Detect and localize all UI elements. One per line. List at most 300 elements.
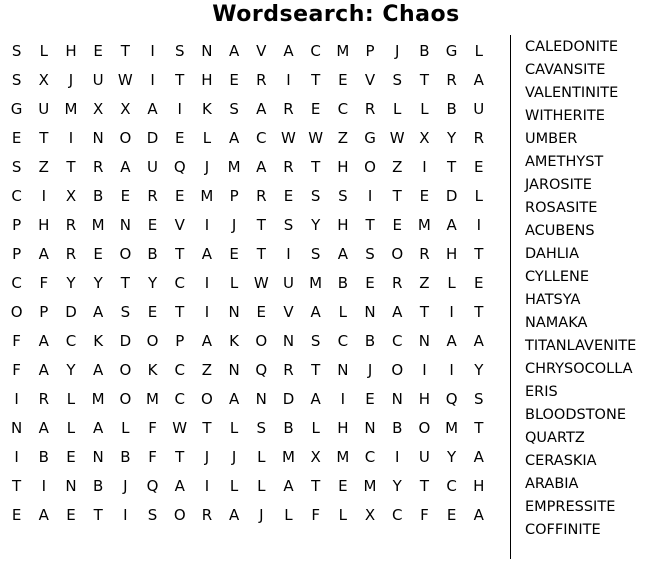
grid-cell[interactable]: Y [474, 361, 484, 379]
grid-cell[interactable]: Y [447, 448, 457, 466]
grid-cell[interactable]: K [229, 332, 240, 350]
grid-cell[interactable]: Y [311, 216, 321, 234]
grid-cell[interactable]: T [311, 71, 321, 89]
grid-cell[interactable]: T [256, 245, 266, 263]
grid-cell[interactable]: C [174, 390, 185, 408]
grid-cell[interactable]: O [119, 361, 132, 379]
grid-cell[interactable]: Z [392, 158, 403, 176]
grid-cell[interactable]: E [66, 448, 76, 466]
grid-cell[interactable]: N [228, 303, 240, 321]
grid-cell[interactable]: I [476, 216, 481, 234]
grid-cell[interactable]: E [174, 129, 185, 147]
grid-cell[interactable]: T [447, 158, 457, 176]
grid-cell[interactable]: R [446, 71, 457, 89]
grid-cell[interactable]: A [228, 390, 240, 408]
grid-cell[interactable]: E [229, 71, 239, 89]
grid-cell[interactable]: N [364, 419, 376, 437]
grid-cell[interactable]: J [204, 448, 210, 466]
grid-cell[interactable]: U [473, 100, 485, 118]
grid-cell[interactable]: T [93, 506, 103, 524]
grid-cell[interactable]: U [282, 274, 294, 292]
grid-cell[interactable]: P [12, 216, 22, 234]
grid-cell[interactable]: L [229, 419, 239, 437]
grid-cell[interactable]: W [253, 274, 269, 292]
grid-cell[interactable]: C [174, 361, 185, 379]
grid-cell[interactable]: P [175, 332, 185, 350]
grid-cell[interactable]: R [92, 158, 104, 176]
grid-cell[interactable]: I [41, 187, 46, 205]
grid-cell[interactable]: T [311, 158, 321, 176]
grid-cell[interactable]: F [148, 448, 157, 466]
grid-cell[interactable]: C [337, 332, 349, 350]
grid-cell[interactable]: M [91, 216, 105, 234]
grid-cell[interactable]: D [119, 332, 132, 350]
grid-cell[interactable]: A [147, 100, 158, 118]
grid-cell[interactable]: E [147, 303, 158, 321]
grid-cell[interactable]: T [202, 419, 212, 437]
grid-cell[interactable]: T [12, 477, 22, 495]
grid-cell[interactable]: Y [93, 274, 103, 292]
grid-cell[interactable]: Q [255, 361, 268, 379]
grid-cell[interactable]: A [38, 332, 49, 350]
grid-cell[interactable]: L [393, 100, 402, 118]
grid-cell[interactable]: T [365, 216, 375, 234]
grid-cell[interactable]: A [283, 477, 294, 495]
grid-cell[interactable]: E [446, 506, 457, 524]
grid-cell[interactable]: D [65, 303, 77, 321]
grid-cell[interactable]: O [418, 419, 431, 437]
grid-cell[interactable]: S [310, 332, 321, 350]
grid-cell[interactable]: E [392, 216, 402, 234]
grid-cell[interactable]: C [11, 187, 22, 205]
grid-cell[interactable]: C [337, 100, 349, 118]
grid-cell[interactable]: J [367, 361, 373, 379]
grid-cell[interactable]: S [147, 506, 158, 524]
grid-cell[interactable]: I [286, 71, 291, 89]
grid-cell[interactable]: X [65, 187, 77, 205]
grid-cell[interactable]: T [392, 187, 402, 205]
grid-cell[interactable]: R [38, 390, 49, 408]
grid-cell[interactable]: E [310, 100, 321, 118]
grid-cell[interactable]: Z [337, 129, 348, 147]
grid-cell[interactable]: M [146, 390, 159, 408]
grid-cell[interactable]: I [150, 42, 155, 60]
grid-cell[interactable]: A [256, 158, 267, 176]
grid-cell[interactable]: W [281, 129, 296, 147]
grid-cell[interactable]: M [64, 100, 78, 118]
grid-cell[interactable]: M [336, 42, 350, 60]
grid-cell[interactable]: A [310, 303, 321, 321]
grid-cell[interactable]: C [174, 274, 185, 292]
grid-cell[interactable]: A [256, 100, 267, 118]
grid-cell[interactable]: Q [146, 477, 159, 495]
grid-cell[interactable]: C [364, 448, 376, 466]
grid-cell[interactable]: U [147, 158, 159, 176]
grid-cell[interactable]: Y [447, 129, 457, 147]
grid-cell[interactable]: Z [419, 274, 430, 292]
grid-cell[interactable]: J [231, 216, 237, 234]
grid-cell[interactable]: N [92, 129, 104, 147]
grid-cell[interactable]: I [14, 448, 19, 466]
grid-cell[interactable]: D [445, 187, 458, 205]
grid-cell[interactable]: Y [392, 477, 402, 495]
grid-cell[interactable]: A [473, 448, 484, 466]
grid-cell[interactable]: N [92, 448, 104, 466]
grid-cell[interactable]: L [474, 42, 483, 60]
grid-cell[interactable]: L [229, 274, 239, 292]
grid-cell[interactable]: B [38, 448, 49, 466]
grid-cell[interactable]: R [473, 129, 484, 147]
grid-cell[interactable]: J [259, 506, 264, 524]
grid-cell[interactable]: I [41, 477, 46, 495]
grid-cell[interactable]: M [91, 390, 105, 408]
grid-cell[interactable]: X [38, 71, 49, 89]
grid-cell[interactable]: T [120, 274, 130, 292]
grid-cell[interactable]: A [473, 71, 484, 89]
grid-cell[interactable]: V [283, 303, 294, 321]
grid-cell[interactable]: T [474, 303, 484, 321]
grid-cell[interactable]: N [337, 361, 349, 379]
grid-cell[interactable]: A [93, 303, 104, 321]
grid-cell[interactable]: S [283, 216, 294, 234]
grid-cell[interactable]: A [201, 245, 213, 263]
grid-cell[interactable]: Q [173, 158, 186, 176]
grid-cell[interactable]: L [257, 448, 266, 466]
grid-cell[interactable]: C [11, 274, 22, 292]
grid-cell[interactable]: N [10, 419, 23, 437]
grid-cell[interactable]: L [474, 187, 483, 205]
grid-cell[interactable]: A [93, 419, 104, 437]
grid-cell[interactable]: I [68, 129, 74, 147]
grid-cell[interactable]: W [389, 129, 405, 147]
grid-cell[interactable]: A [120, 158, 131, 176]
grid-cell[interactable]: E [256, 303, 267, 321]
grid-cell[interactable]: A [473, 506, 484, 524]
grid-cell[interactable]: I [204, 216, 210, 234]
grid-cell[interactable]: F [12, 361, 21, 379]
grid-cell[interactable]: B [392, 419, 403, 437]
grid-cell[interactable]: H [201, 71, 213, 89]
grid-cell[interactable]: G [10, 100, 23, 118]
grid-cell[interactable]: A [38, 245, 49, 263]
grid-cell[interactable]: S [392, 71, 402, 89]
grid-cell[interactable]: B [446, 100, 457, 118]
grid-cell[interactable]: J [204, 158, 210, 176]
grid-cell[interactable]: W [117, 71, 133, 89]
grid-cell[interactable]: R [65, 245, 77, 263]
grid-cell[interactable]: O [391, 361, 404, 379]
grid-cell[interactable]: I [449, 361, 454, 379]
grid-cell[interactable]: I [204, 274, 210, 292]
grid-cell[interactable]: A [228, 506, 240, 524]
grid-cell[interactable]: P [12, 245, 22, 263]
grid-cell[interactable]: S [174, 42, 185, 60]
grid-cell[interactable]: S [11, 42, 22, 60]
grid-cell[interactable]: E [283, 187, 294, 205]
grid-cell[interactable]: M [417, 216, 431, 234]
grid-cell[interactable]: H [418, 390, 431, 408]
grid-cell[interactable]: A [446, 332, 457, 350]
grid-cell[interactable]: T [175, 71, 185, 89]
grid-cell[interactable]: R [392, 274, 403, 292]
grid-cell[interactable]: E [11, 506, 22, 524]
grid-cell[interactable]: I [204, 477, 210, 495]
grid-cell[interactable]: C [391, 506, 403, 524]
grid-cell[interactable]: N [418, 332, 431, 350]
grid-cell[interactable]: Y [66, 361, 76, 379]
grid-cell[interactable]: B [147, 245, 158, 263]
grid-cell[interactable]: E [338, 71, 348, 89]
grid-cell[interactable]: R [364, 100, 376, 118]
grid-cell[interactable]: A [38, 506, 49, 524]
grid-cell[interactable]: A [310, 390, 321, 408]
grid-cell[interactable]: O [201, 390, 213, 408]
grid-cell[interactable]: S [11, 158, 22, 176]
grid-cell[interactable]: L [229, 477, 239, 495]
grid-cell[interactable]: T [39, 129, 49, 147]
grid-cell[interactable]: E [474, 274, 484, 292]
grid-cell[interactable]: V [364, 71, 376, 89]
grid-cell[interactable]: N [65, 477, 77, 495]
grid-cell[interactable]: S [474, 390, 484, 408]
grid-cell[interactable]: S [256, 419, 267, 437]
grid-cell[interactable]: E [365, 274, 375, 292]
grid-cell[interactable]: S [365, 245, 375, 263]
grid-cell[interactable]: A [283, 42, 294, 60]
grid-cell[interactable]: T [175, 245, 185, 263]
grid-cell[interactable]: T [311, 477, 321, 495]
grid-cell[interactable]: I [123, 506, 128, 524]
grid-cell[interactable]: L [121, 419, 130, 437]
grid-cell[interactable]: O [10, 303, 23, 321]
grid-cell[interactable]: V [174, 216, 185, 234]
grid-cell[interactable]: V [256, 42, 267, 60]
grid-cell[interactable]: C [310, 42, 321, 60]
grid-cell[interactable]: B [120, 448, 131, 466]
grid-cell[interactable]: X [419, 129, 430, 147]
grid-cell[interactable]: J [395, 42, 400, 60]
grid-cell[interactable]: S [11, 71, 22, 89]
grid-cell[interactable]: G [445, 42, 458, 60]
grid-cell[interactable]: T [66, 158, 76, 176]
grid-cell[interactable]: K [201, 100, 212, 118]
grid-cell[interactable]: I [422, 158, 427, 176]
grid-cell[interactable]: J [123, 477, 128, 495]
grid-cell[interactable]: H [445, 245, 458, 263]
grid-cell[interactable]: B [419, 42, 430, 60]
grid-cell[interactable]: A [93, 361, 104, 379]
grid-cell[interactable]: T [175, 303, 185, 321]
grid-cell[interactable]: O [119, 129, 132, 147]
grid-cell[interactable]: E [419, 187, 430, 205]
grid-cell[interactable]: A [38, 361, 49, 379]
grid-cell[interactable]: A [228, 42, 240, 60]
grid-cell[interactable]: R [283, 158, 294, 176]
grid-cell[interactable]: I [14, 390, 19, 408]
grid-cell[interactable]: A [201, 332, 213, 350]
grid-cell[interactable]: N [391, 390, 403, 408]
grid-cell[interactable]: P [39, 303, 49, 321]
grid-cell[interactable]: R [283, 361, 294, 379]
grid-cell[interactable]: S [120, 303, 131, 321]
grid-cell[interactable]: N [255, 390, 267, 408]
grid-cell[interactable]: F [148, 419, 157, 437]
grid-cell[interactable]: N [201, 42, 213, 60]
grid-cell[interactable]: B [93, 477, 104, 495]
grid-cell[interactable]: E [365, 390, 375, 408]
grid-cell[interactable]: O [364, 158, 376, 176]
grid-cell[interactable]: X [120, 100, 131, 118]
grid-cell[interactable]: N [282, 332, 295, 350]
grid-cell[interactable]: C [391, 332, 403, 350]
grid-cell[interactable]: O [119, 245, 132, 263]
grid-cell[interactable]: Y [66, 274, 76, 292]
grid-cell[interactable]: R [256, 187, 267, 205]
grid-cell[interactable]: S [310, 187, 321, 205]
grid-cell[interactable]: Q [445, 390, 458, 408]
grid-cell[interactable]: E [147, 216, 158, 234]
grid-cell[interactable]: H [38, 216, 50, 234]
grid-cell[interactable]: L [39, 42, 48, 60]
grid-cell[interactable]: B [364, 332, 376, 350]
grid-cell[interactable]: A [392, 303, 403, 321]
grid-cell[interactable]: T [256, 216, 266, 234]
grid-cell[interactable]: E [66, 506, 76, 524]
grid-cell[interactable]: X [364, 506, 376, 524]
grid-cell[interactable]: H [337, 216, 349, 234]
grid-cell[interactable]: X [310, 448, 321, 466]
grid-cell[interactable]: S [338, 187, 348, 205]
grid-cell[interactable]: E [93, 42, 103, 60]
grid-cell[interactable]: N [119, 216, 131, 234]
grid-cell[interactable]: I [177, 100, 182, 118]
grid-cell[interactable]: S [229, 100, 239, 118]
grid-cell[interactable]: C [65, 332, 77, 350]
grid-cell[interactable]: T [419, 477, 429, 495]
grid-cell[interactable]: H [473, 477, 485, 495]
grid-cell[interactable]: I [449, 303, 454, 321]
grid-cell[interactable]: T [120, 42, 130, 60]
grid-cell[interactable]: L [338, 303, 348, 321]
grid-cell[interactable]: O [391, 245, 404, 263]
grid-cell[interactable]: U [418, 448, 430, 466]
grid-cell[interactable]: H [337, 419, 349, 437]
grid-cell[interactable]: L [447, 274, 456, 292]
grid-cell[interactable]: A [228, 129, 240, 147]
grid-cell[interactable]: W [308, 129, 324, 147]
grid-cell[interactable]: R [283, 100, 294, 118]
grid-cell[interactable]: O [173, 506, 186, 524]
grid-cell[interactable]: I [286, 245, 291, 263]
grid-cell[interactable]: E [174, 187, 185, 205]
grid-cell[interactable]: J [231, 448, 237, 466]
grid-cell[interactable]: M [445, 419, 459, 437]
grid-cell[interactable]: K [147, 361, 158, 379]
grid-cell[interactable]: A [38, 419, 49, 437]
grid-cell[interactable]: F [39, 274, 49, 292]
grid-cell[interactable]: L [338, 506, 348, 524]
grid-cell[interactable]: M [200, 187, 214, 205]
grid-cell[interactable]: M [281, 448, 295, 466]
grid-cell[interactable]: I [340, 390, 346, 408]
grid-cell[interactable]: E [229, 245, 239, 263]
grid-cell[interactable]: B [283, 419, 294, 437]
grid-cell[interactable]: I [367, 187, 373, 205]
grid-cell[interactable]: R [201, 506, 213, 524]
grid-cell[interactable]: H [65, 42, 77, 60]
grid-cell[interactable]: L [257, 477, 266, 495]
grid-cell[interactable]: A [473, 332, 484, 350]
grid-cell[interactable]: C [256, 129, 267, 147]
grid-cell[interactable]: L [420, 100, 429, 118]
grid-cell[interactable]: J [68, 71, 74, 89]
grid-cell[interactable]: T [311, 361, 321, 379]
grid-cell[interactable]: R [256, 71, 267, 89]
grid-cell[interactable]: I [395, 448, 400, 466]
grid-cell[interactable]: F [311, 506, 320, 524]
grid-cell[interactable]: Z [38, 158, 49, 176]
grid-cell[interactable]: U [38, 100, 50, 118]
grid-cell[interactable]: R [419, 245, 430, 263]
grid-cell[interactable]: E [93, 245, 103, 263]
grid-cell[interactable]: T [175, 448, 185, 466]
grid-cell[interactable]: L [66, 390, 76, 408]
grid-cell[interactable]: P [229, 187, 239, 205]
grid-cell[interactable]: M [227, 158, 241, 176]
grid-cell[interactable]: T [474, 245, 484, 263]
grid-cell[interactable]: U [92, 71, 104, 89]
grid-cell[interactable]: F [420, 506, 429, 524]
grid-cell[interactable]: W [172, 419, 188, 437]
grid-cell[interactable]: P [365, 42, 375, 60]
grid-cell[interactable]: C [446, 477, 457, 495]
grid-cell[interactable]: M [336, 448, 350, 466]
grid-cell[interactable]: O [255, 332, 268, 350]
grid-cell[interactable]: T [419, 71, 429, 89]
grid-cell[interactable]: B [337, 274, 348, 292]
grid-cell[interactable]: L [311, 419, 320, 437]
grid-cell[interactable]: N [364, 303, 376, 321]
grid-cell[interactable]: A [446, 216, 457, 234]
grid-cell[interactable]: O [119, 390, 132, 408]
grid-cell[interactable]: X [93, 100, 104, 118]
grid-cell[interactable]: K [93, 332, 104, 350]
grid-cell[interactable]: R [147, 187, 158, 205]
grid-cell[interactable]: H [337, 158, 349, 176]
grid-cell[interactable]: F [12, 332, 21, 350]
grid-cell[interactable]: A [337, 245, 348, 263]
grid-cell[interactable]: B [93, 187, 104, 205]
grid-cell[interactable]: E [338, 477, 348, 495]
grid-cell[interactable]: L [202, 129, 212, 147]
grid-cell[interactable]: L [284, 506, 293, 524]
grid-cell[interactable]: I [150, 71, 155, 89]
grid-cell[interactable]: Y [147, 274, 158, 292]
grid-cell[interactable]: S [310, 245, 321, 263]
grid-cell[interactable]: A [174, 477, 185, 495]
grid-cell[interactable]: G [364, 129, 376, 147]
grid-cell[interactable]: M [363, 477, 377, 495]
grid-cell[interactable]: T [419, 303, 429, 321]
grid-cell[interactable]: I [422, 361, 427, 379]
grid-cell[interactable]: E [120, 187, 131, 205]
grid-cell[interactable]: I [204, 303, 210, 321]
grid-cell[interactable]: M [309, 274, 323, 292]
grid-cell[interactable]: E [474, 158, 484, 176]
grid-cell[interactable]: O [146, 332, 159, 350]
grid-cell[interactable]: L [66, 419, 76, 437]
grid-cell[interactable]: R [65, 216, 77, 234]
